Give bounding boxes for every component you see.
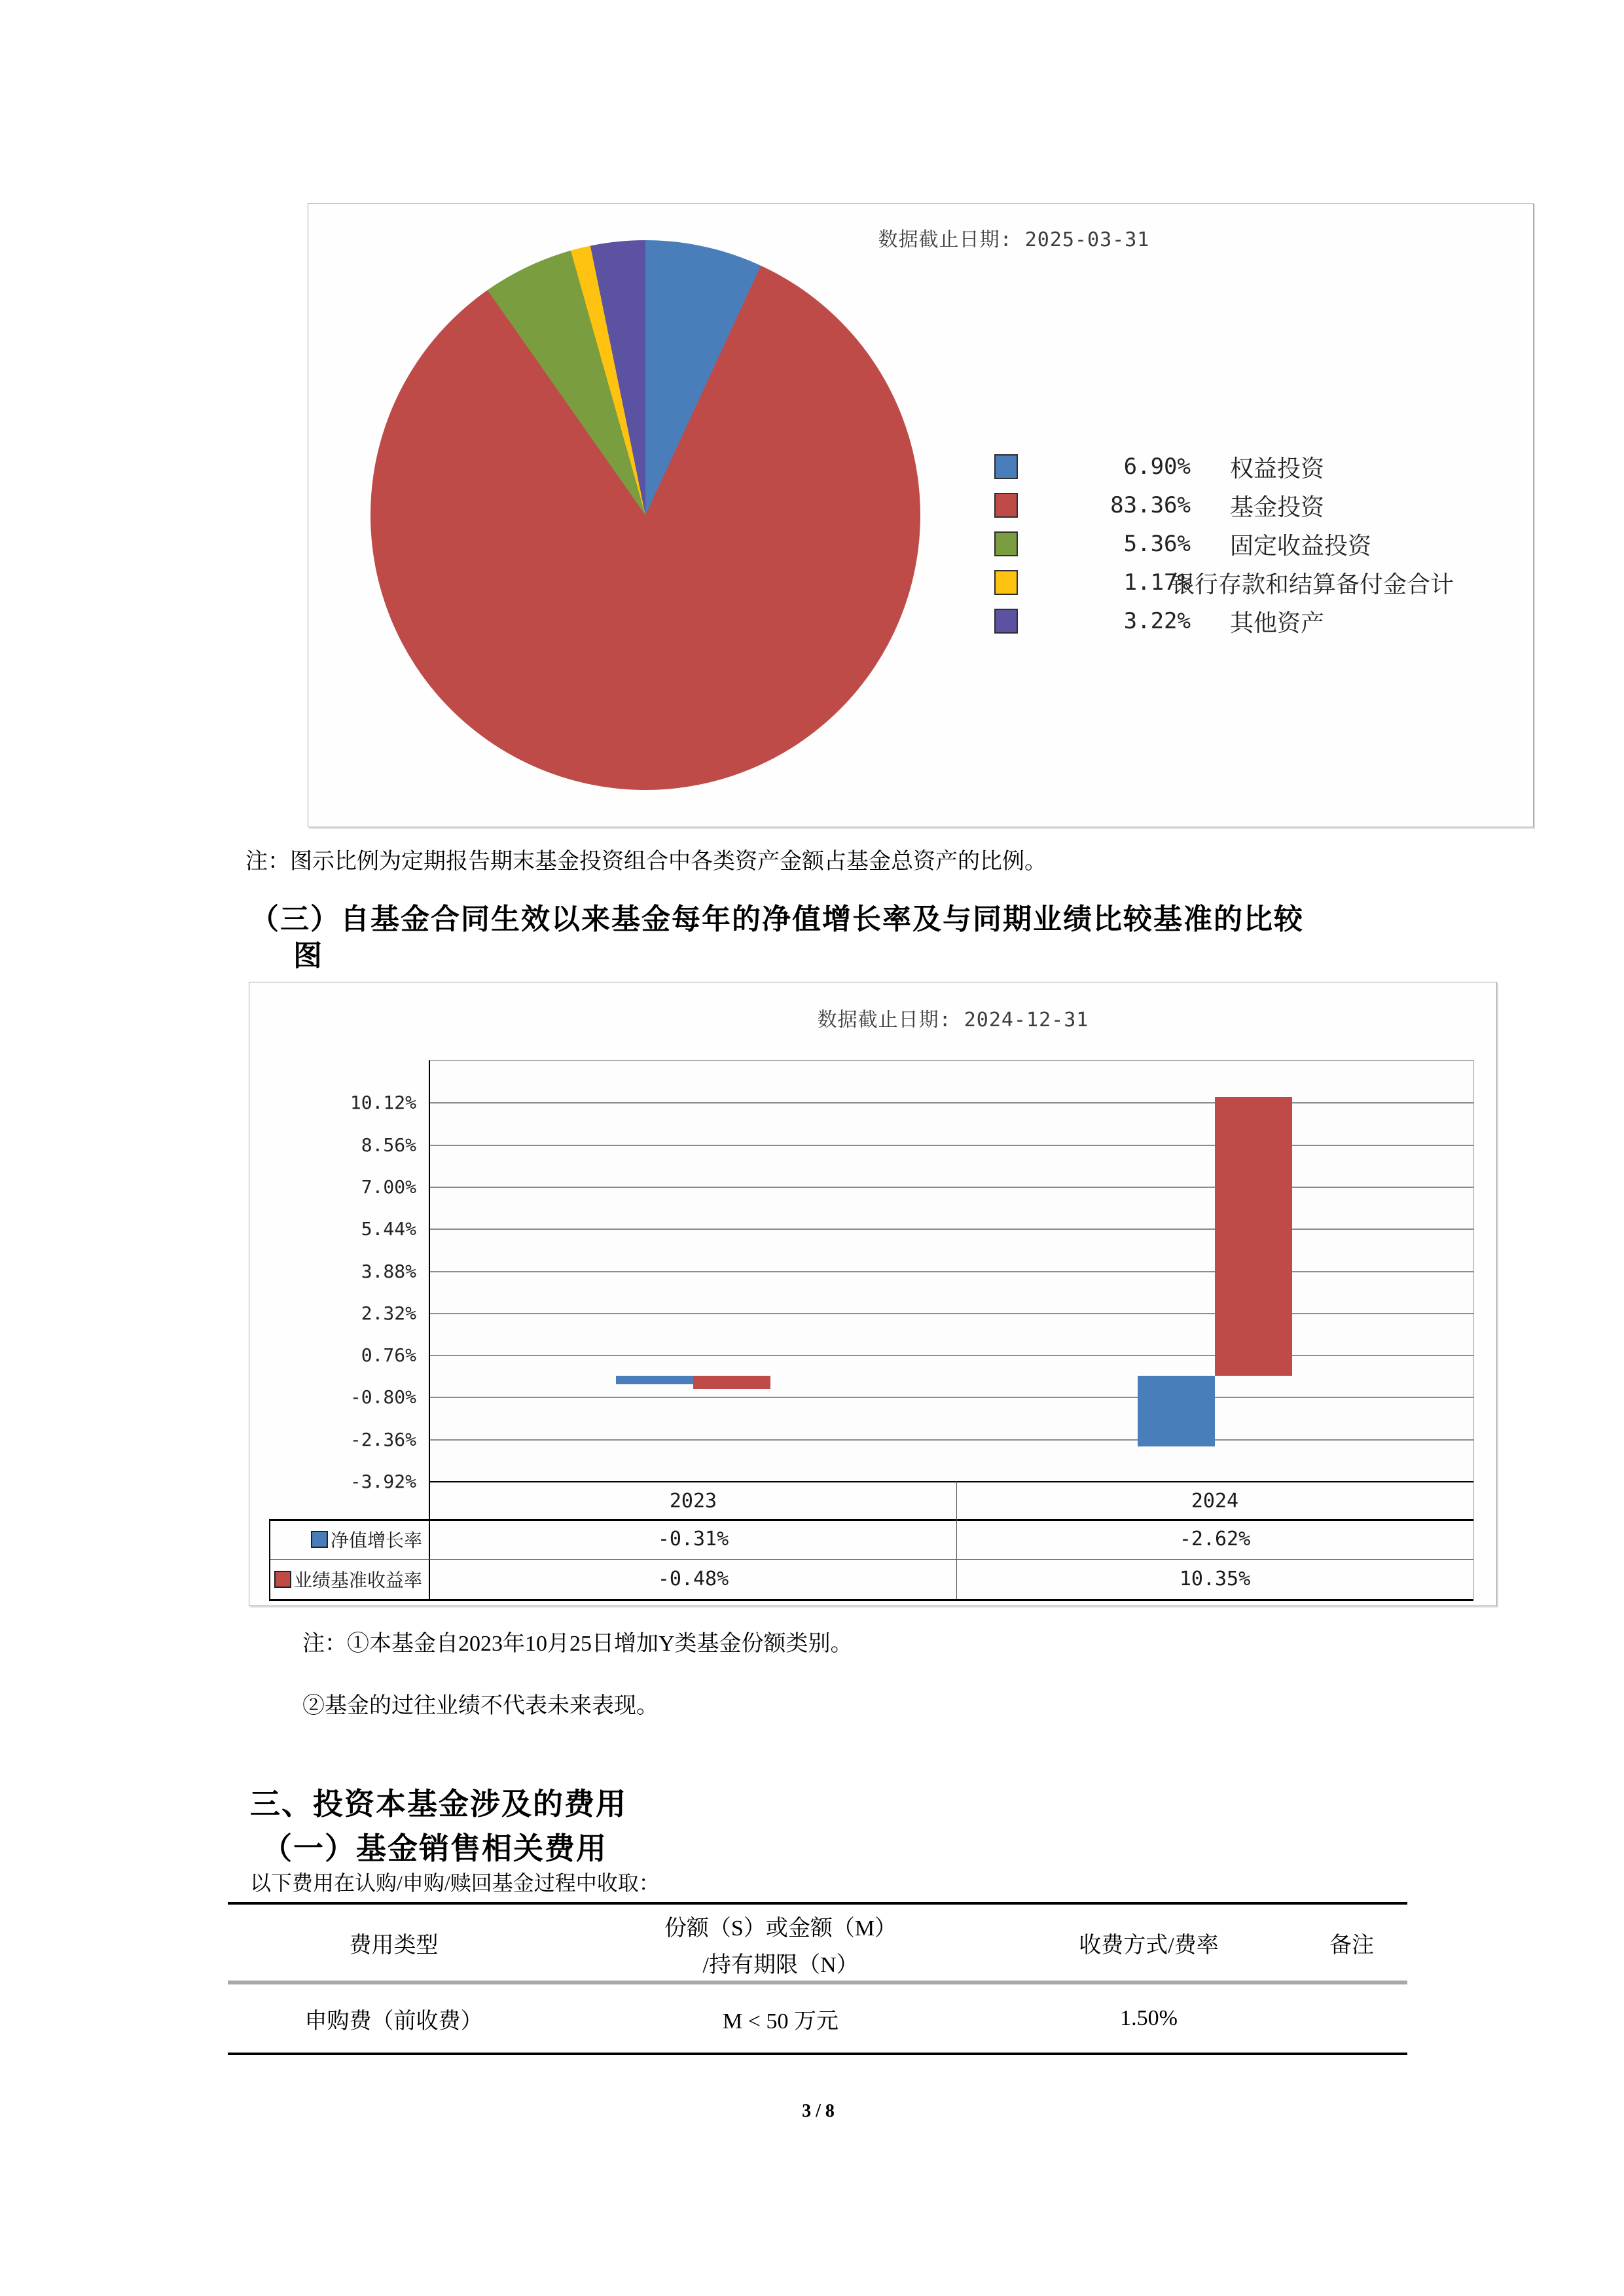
fee-table-cell-type: 申购费（前收费）: [304, 2009, 483, 2034]
bar-chart-panel: [249, 982, 1497, 1606]
y-tick-label: 0.76%: [361, 1344, 416, 1367]
category-label: 2023: [669, 1489, 717, 1513]
section3-heading-line1: （三）自基金合同生效以来基金每年的净值增长率及与同期业绩比较基准的比较: [250, 903, 1304, 935]
section3-heading-line2: 图: [293, 940, 323, 972]
gridline: [430, 1355, 1473, 1356]
series-name: 净值增长率: [330, 1530, 422, 1551]
legend-percent: 1.17%: [1123, 569, 1191, 596]
fee-table: [228, 1902, 1407, 2055]
fee-table-header-amount-line1: 份额（S）或金额（M）: [664, 1916, 897, 1941]
series-value: -0.48%: [657, 1568, 729, 1590]
legend-label: 其他资产: [1230, 609, 1325, 636]
table-row-separator: [269, 1559, 1473, 1560]
legend-swatch-icon: [274, 1571, 291, 1588]
legend-percent: 5.36%: [1123, 531, 1191, 557]
fee-table-cell-rate: 1.50%: [1120, 2006, 1178, 2030]
legend-label: 权益投资: [1230, 455, 1325, 482]
gridline: [430, 1229, 1473, 1230]
pie-note: 注：图示比例为定期报告期末基金投资组合中各类资产金额占基金总资产的比例。: [245, 850, 1047, 874]
bar-业绩基准收益率-2023: [693, 1376, 770, 1389]
y-tick-label: 2.32%: [361, 1302, 416, 1324]
bar-plot-area: [430, 1060, 1474, 1482]
pie-legend-row: [994, 607, 1531, 636]
legend-percent: 3.22%: [1123, 608, 1191, 634]
y-tick-label: 5.44%: [361, 1218, 416, 1240]
fees-section-heading: 三、投资本基金涉及的费用: [250, 1787, 627, 1821]
gridline: [430, 1397, 1473, 1398]
y-tick-label: 10.12%: [350, 1092, 416, 1114]
fee-table-header-type: 费用类型: [349, 1933, 439, 1958]
gridline: [430, 1102, 1473, 1103]
bar-note-1: 注：①本基金自2023年10月25日增加Y类基金份额类别。: [302, 1632, 853, 1656]
gridline: [430, 1187, 1473, 1188]
fees-intro: 以下费用在认购/申购/赎回基金过程中收取：: [250, 1871, 660, 1895]
bar-note-2: ②基金的过往业绩不代表未来表现。: [302, 1694, 659, 1718]
bar-y-axis-labels: [276, 1060, 416, 1492]
pie-chart-panel: [308, 203, 1534, 827]
pie-legend-row: [994, 568, 1531, 597]
y-tick-label: -0.80%: [350, 1386, 416, 1408]
legend-label: 固定收益投资: [1230, 532, 1372, 559]
series-value: 10.35%: [1179, 1568, 1251, 1590]
bar-chart-title: 数据截止日期: 2024-12-31: [817, 1009, 1089, 1031]
series-name: 业绩基准收益率: [293, 1570, 422, 1591]
legend-swatch-icon: [311, 1531, 328, 1548]
fee-table-header-amount-line2: /持有期限（N）: [702, 1952, 859, 1977]
legend-label: 基金投资: [1230, 493, 1325, 520]
legend-percent: 6.90%: [1123, 454, 1191, 480]
fee-table-cell-amount: M < 50 万元: [723, 2009, 839, 2034]
y-tick-label: -2.36%: [350, 1428, 416, 1450]
legend-swatch-icon: [994, 570, 1018, 595]
pie-legend: [994, 452, 1531, 662]
fee-table-header-remark: 备注: [1329, 1933, 1374, 1958]
category-label: 2024: [1191, 1489, 1239, 1513]
legend-swatch-icon: [994, 454, 1018, 479]
series-legend-业绩基准收益率: [270, 1561, 429, 1597]
sales-fees-subheading: （一）基金销售相关费用: [262, 1831, 607, 1865]
gridline: [430, 1439, 1473, 1441]
legend-swatch-icon: [994, 609, 1018, 634]
asset-allocation-pie: [370, 240, 920, 790]
fee-table-header-rate: 收费方式/费率: [1079, 1933, 1219, 1958]
bar-净值增长率-2023: [616, 1376, 693, 1384]
y-tick-label: 8.56%: [361, 1134, 416, 1156]
plot-right-border: [1473, 1060, 1474, 1599]
fee-table-cell-remark: [1296, 1984, 1407, 2053]
series-value: -0.31%: [657, 1528, 729, 1551]
pie-legend-row: [994, 491, 1531, 520]
bar-净值增长率-2024: [1138, 1376, 1215, 1446]
y-tick-label: 3.88%: [361, 1260, 416, 1282]
pie-legend-row: [994, 529, 1531, 558]
legend-swatch-icon: [994, 493, 1018, 518]
fee-table-bottom-border: [228, 2053, 1407, 2055]
gridline: [430, 1145, 1473, 1146]
table-bottom-border: [269, 1599, 1473, 1601]
legend-percent: 83.36%: [1110, 492, 1191, 518]
pie-legend-row: [994, 452, 1531, 481]
pie-chart-title: 数据截止日期: 2025-03-31: [878, 228, 1150, 251]
y-tick-label: 7.00%: [361, 1175, 416, 1198]
gridline: [430, 1313, 1473, 1314]
page-number: 3 / 8: [802, 2101, 835, 2121]
gridline: [430, 1271, 1473, 1272]
bar-业绩基准收益率-2024: [1215, 1097, 1292, 1376]
legend-swatch-icon: [994, 531, 1018, 556]
legend-label: 银行存款和结算备付金合计: [1171, 571, 1454, 598]
series-legend-净值增长率: [270, 1521, 429, 1557]
y-tick-label: -3.92%: [350, 1471, 416, 1492]
series-value: -2.62%: [1179, 1528, 1251, 1551]
